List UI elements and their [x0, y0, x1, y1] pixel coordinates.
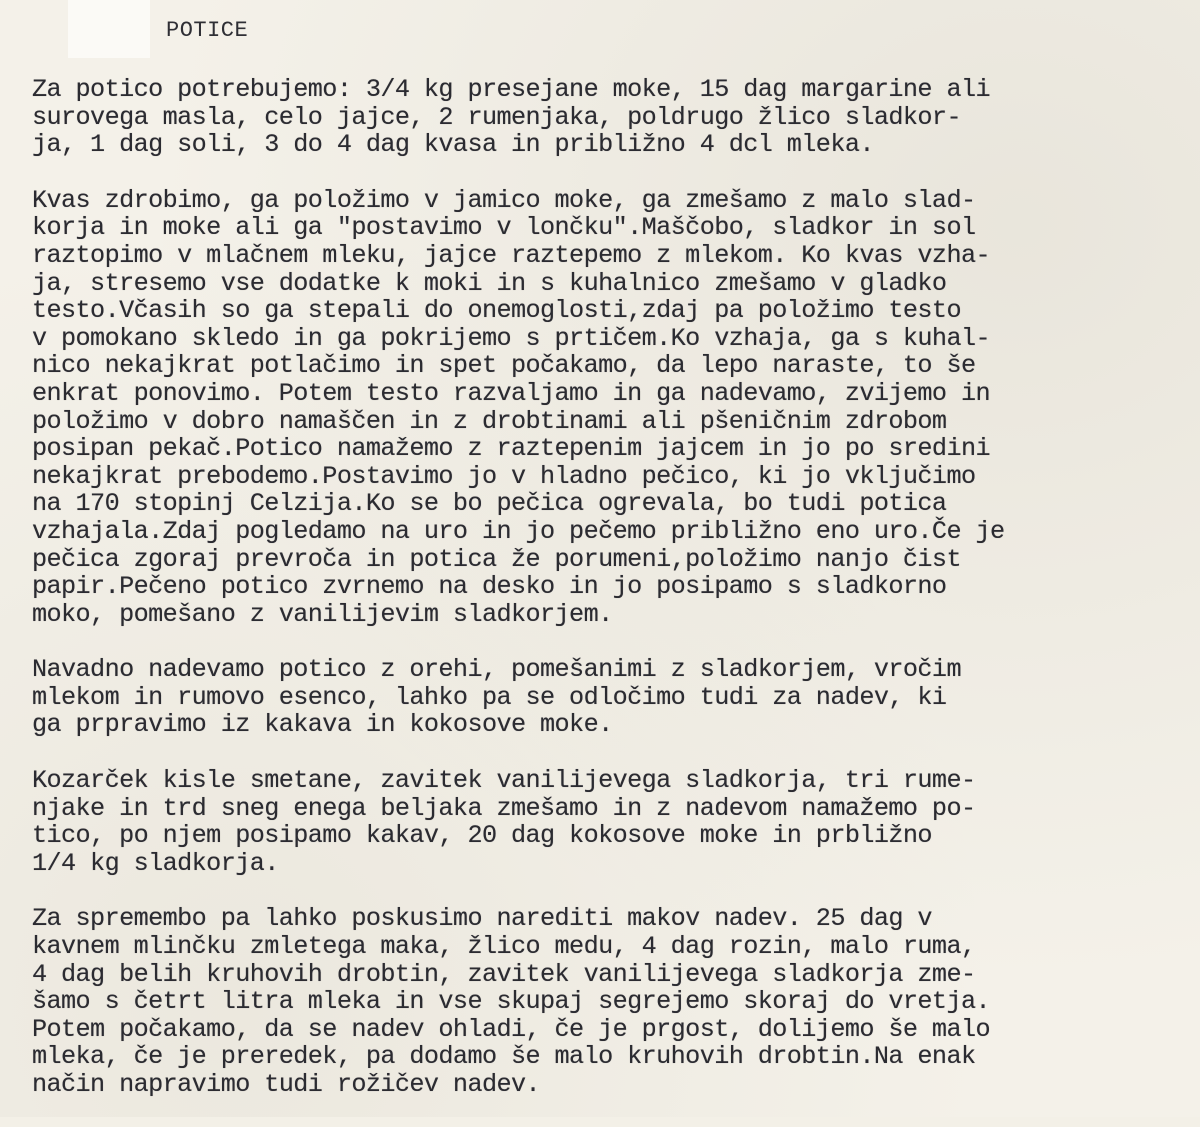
text-line: Kvas zdrobimo, ga položimo v jamico moke, ga zmešamo z malo slad- — [32, 185, 976, 215]
recipe-body — [32, 76, 1182, 1127]
text-line: 4 dag belih kruhovih drobtin, zavitek vanilijevega sladkorja zme- — [32, 959, 976, 989]
text-line: Za potico potrebujemo: 3/4 kg presejane moke, 15 dag margarine ali — [32, 75, 990, 104]
text-line: pečica zgoraj prevroča in potica že porumeni,položimo nanjo čist — [32, 544, 961, 574]
text-line: mleka, če je preredek, pa dodamo še malo kruhovih drobtin.Na enak — [32, 1042, 976, 1072]
text-line: mlekom in rumovo esenco, lahko pa se odločimo tudi za nadev, ki — [32, 682, 947, 712]
text-line: nico nekajkrat potlačimo in spet počakamo, da lepo naraste, to še — [32, 351, 976, 381]
text-line: surovega masla, celo jajce, 2 rumenjaka, poldrugo žlico sladkor- — [32, 102, 961, 132]
blank-paper-patch — [68, 0, 150, 58]
text-line: Za spremembo pa lahko poskusimo narediti makov nadev. 25 dag v — [32, 904, 932, 934]
text-line: vzhajala.Zdaj pogledamo na uro in jo pečemo približno eno uro.Če je — [32, 516, 1005, 546]
text-line: v pomokano skledo in ga pokrijemo s prtičem.Ko vzhaja, ga s kuhal- — [32, 323, 990, 353]
paragraph-ingredients — [32, 76, 1182, 159]
text-line: kavnem mlinčku zmletega maka, žlico medu, 4 dag rozin, malo ruma, — [32, 932, 976, 962]
text-line: papir.Pečeno potico zvrnemo na desko in jo posipamo s sladkorno — [32, 572, 947, 602]
paragraph-walnut-filling — [32, 656, 1182, 739]
text-line: Potem počakamo, da se nadev ohladi, če je prgost, dolijemo še malo — [32, 1014, 990, 1044]
text-line: Navadno nadevamo potico z orehi, pomešanimi z sladkorjem, vročim — [32, 655, 961, 685]
text-line: nekajkrat prebodemo.Postavimo jo v hladno pečico, ki jo vključimo — [32, 461, 976, 491]
text-line: enkrat ponovimo. Potem testo razvaljamo in ga nadevamo, zvijemo in — [32, 378, 990, 408]
text-line: ja, stresemo vse dodatke k moki in s kuhalnico zmešamo v gladko — [32, 268, 947, 298]
paragraph-method — [32, 187, 1182, 629]
paragraph-poppy-filling — [32, 905, 1182, 1098]
text-line: raztopimo v mlačnem mleku, jajce raztepemo z mlekom. Ko kvas vzha- — [32, 240, 990, 270]
text-line: 1/4 kg sladkorja. — [32, 848, 279, 878]
text-line: njake in trd sneg enega beljaka zmešamo in z nadevom namažemo po- — [32, 793, 976, 823]
text-line: tico, po njem posipamo kakav, 20 dag kokosove moke in prbližno — [32, 821, 932, 851]
document-title: POTICE — [166, 18, 249, 43]
text-line: testo.Včasih so ga stepali do onemoglosti,zdaj pa položimo testo — [32, 296, 961, 326]
text-line: šamo s četrt litra mleka in vse skupaj segrejemo skoraj do vretja. — [32, 987, 990, 1017]
text-line: korja in moke ali ga "postavimo v lončku".Maščobo, sladkor in sol — [32, 213, 976, 243]
text-line: ja, 1 dag soli, 3 do 4 dag kvasa in približno 4 dcl mleka. — [32, 130, 874, 160]
text-line: posipan pekač.Potico namažemo z raztepenim jajcem in jo po sredini — [32, 434, 990, 464]
text-line: položimo v dobro namaščen in z drobtinami ali pšeničnim zdrobom — [32, 406, 947, 436]
text-line: na 170 stopinj Celzija.Ko se bo pečica ogrevala, bo tudi potica — [32, 489, 947, 519]
paragraph-cocoa-filling — [32, 767, 1182, 877]
text-line: način napravimo tudi rožičev nadev. — [32, 1070, 541, 1099]
text-line: ga prpravimo iz kakava in kokosove moke. — [32, 710, 613, 740]
text-line: Kozarček kisle smetane, zavitek vanilijevega sladkorja, tri rume- — [32, 766, 976, 796]
text-line: moko, pomešano z vanilijevim sladkorjem. — [32, 599, 613, 629]
